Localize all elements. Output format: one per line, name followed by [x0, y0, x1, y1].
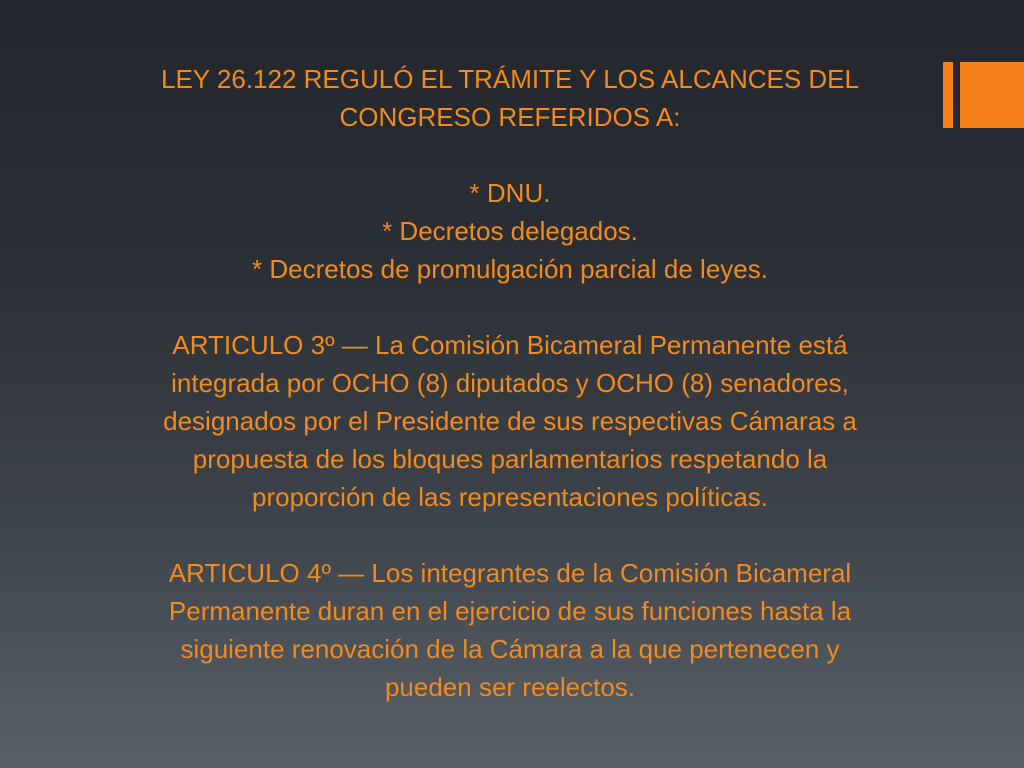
- article-4-line: Permanente duran en el ejercicio de sus funciones hasta la: [168, 596, 852, 626]
- spacer: [85, 288, 935, 326]
- article-4-line: siguiente renovación de la Cámara a la que pertenecen y: [180, 634, 840, 664]
- article-3-line: propuesta de los bloques parlamentarios respetando la: [192, 444, 828, 474]
- article-4-line: pueden ser reelectos.: [384, 672, 636, 702]
- list-item-decretos-delegados: * Decretos delegados.: [382, 216, 638, 246]
- list-item-promulgacion-parcial: * Decretos de promulgación parcial de leyes.: [252, 254, 768, 284]
- article-3-line: integrada por OCHO (8) diputados y OCHO (8) senadores,: [171, 368, 849, 398]
- title-line: CONGRESO REFERIDOS A:: [339, 102, 681, 132]
- accent-bar-thin: [943, 62, 953, 128]
- list-item-dnu: * DNU.: [469, 178, 551, 208]
- article-3-line: proporción de las representaciones políticas.: [252, 482, 768, 512]
- article-3-line: ARTICULO 3º — La Comisión Bicameral Permanente está: [172, 330, 848, 360]
- spacer: [85, 136, 935, 174]
- accent-bar-thick: [960, 62, 1024, 128]
- article-3-line: designados por el Presidente de sus respectivas Cámaras a: [163, 406, 857, 436]
- slide-body: [85, 60, 935, 706]
- title-line: LEY 26.122 REGULÓ EL TRÁMITE Y LOS ALCANCES DEL: [161, 64, 859, 94]
- article-4-line: ARTICULO 4º — Los integrantes de la Comisión Bicameral: [168, 558, 852, 588]
- accent-bars-decoration: [943, 62, 1024, 128]
- spacer: [85, 516, 935, 554]
